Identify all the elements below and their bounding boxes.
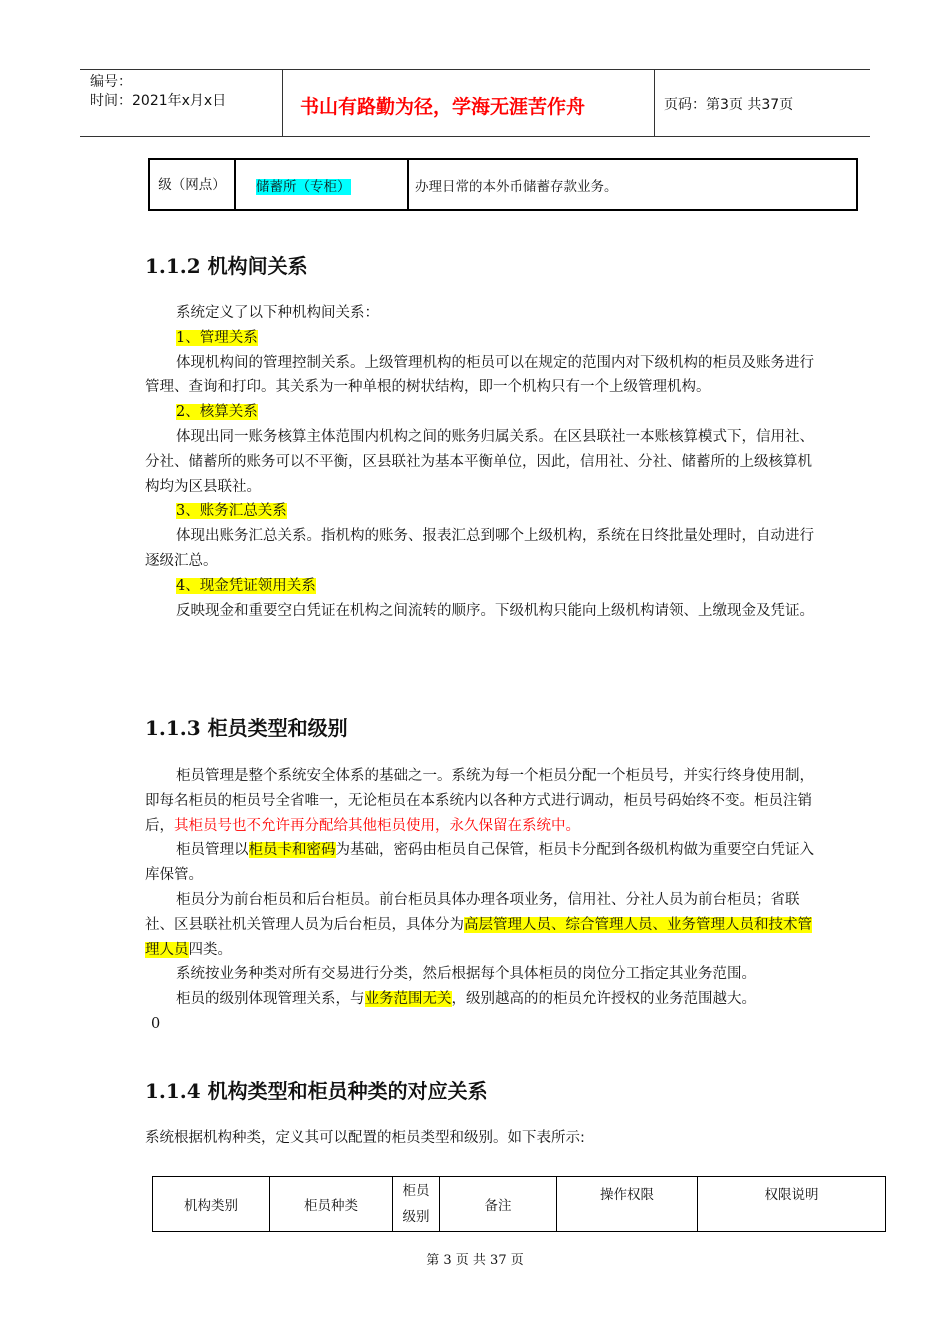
paragraph xyxy=(145,987,825,1012)
table-header-cell xyxy=(393,1177,440,1232)
paragraph: 体现机构间的管理控制关系。上级管理机构的柜员可以在规定的范围内对下级机构的柜员及账务进行管理、查询和打印。其关系为一种单根的树状结构，即一个机构只有一个上级管理机构。 xyxy=(145,354,814,396)
header-motto: 书山有路勤为径，学海无涯苦作舟 xyxy=(300,96,586,118)
highlighted-text: 高层管理人员、综合管理人员、业务管理人员和技术管理人员 xyxy=(145,916,812,958)
header-time-label: 时间：2021年x月x日 xyxy=(90,93,227,109)
section-heading: 1.1.2 机构间关系 xyxy=(145,254,308,278)
section-body xyxy=(145,301,825,623)
table-header-cell: 操作权限 xyxy=(557,1177,698,1232)
red-text: 其柜员号也不允许再分配给其他柜员使用，永久保留在系统中。 xyxy=(174,817,580,834)
section-body xyxy=(145,764,825,1037)
header-page-info: 页码：第3页 共37页 xyxy=(664,97,794,113)
table-cell xyxy=(235,159,408,210)
highlighted-text: 4、现金凭证领用关系 xyxy=(176,577,316,594)
table-header-cell: 备注 xyxy=(440,1177,557,1232)
list-item-title xyxy=(145,326,825,351)
paragraph: 体现出同一账务核算主体范围内机构之间的账务归属关系。在区县联社一本账核算模式下，信用社、分社、储蓄所的账务可以不平衡，区县联社为基本平衡单位，因此，信用社、分社、储蓄所的上级核算机构均为区县联社。 xyxy=(145,428,814,495)
text: 其可以配置的柜员类型和级别。如下表所示: xyxy=(304,1130,585,1146)
highlighted-text: 1、管理关系 xyxy=(176,329,258,346)
highlighted-text: 2、核算关系 xyxy=(176,404,258,421)
text: 四类。 xyxy=(188,941,232,958)
paragraph xyxy=(145,838,825,888)
table-row xyxy=(149,159,857,210)
table-header-cell: 柜员种类 xyxy=(270,1177,393,1232)
list-item-title xyxy=(145,499,825,524)
text: 体现出账务汇总关系。指机构的账务、报表汇总到哪个上级机构，系统在日终批量处理时，自动进行 xyxy=(176,528,814,545)
paragraph xyxy=(145,1126,825,1151)
org-teller-table xyxy=(152,1176,886,1232)
section-heading: 1.1.3 柜员类型和级别 xyxy=(145,716,348,740)
text: 为基础，密码由柜员自己保管，柜员卡分配到各级机构做为重要空白凭证入库保管。 xyxy=(145,842,814,884)
text: 柜员管理是整个系统安全体系的基础之一。系统为每一个柜员分配一个柜员号，并实行终身使用制，即每名柜员的柜员号全省唯一，无论柜员在本系统内以各种方式进行调动，柜员号码始终不变。柜员注销后， xyxy=(145,768,814,834)
text: 系统根据机构种类，定义 xyxy=(145,1130,305,1146)
highlighted-text: 3、账务汇总关系 xyxy=(176,503,287,520)
header-top-rule xyxy=(80,69,870,70)
highlighted-text: 业务范围无关 xyxy=(364,991,452,1008)
header-bottom-rule xyxy=(80,136,870,137)
table-cell: 级（网点） xyxy=(149,159,235,210)
section-heading: 1.1.4 机构类型和柜员种类的对应关系 xyxy=(145,1079,488,1103)
table-cell: 办理日常的本外币储蓄存款业务。 xyxy=(408,159,857,210)
header-divider xyxy=(282,70,283,136)
section-body xyxy=(145,1126,825,1151)
paragraph: 反映现金和重要空白凭证在机构之间流转的顺序。下级机构只能向上级机构请领、上缴现金及凭证。 xyxy=(176,602,814,619)
paragraph: 0 xyxy=(151,1015,161,1032)
text: 柜员管理以 xyxy=(176,842,249,859)
text: 柜员分为前台柜员和后台柜员。前台柜员具体办理各项业务，信用社、分社人员为前台柜员；省联社、区县联社机关管理人员为后台柜员，具体分为 xyxy=(145,891,800,933)
paragraph xyxy=(145,764,825,838)
header-divider xyxy=(654,70,655,136)
text: 柜员级别 xyxy=(402,1183,430,1225)
table-header-cell: 机构类别 xyxy=(153,1177,270,1232)
table-header-cell: 权限说明 xyxy=(698,1177,886,1232)
highlighted-text: 柜员卡和密码 xyxy=(248,842,336,859)
list-item-title xyxy=(145,574,825,599)
paragraph xyxy=(145,888,825,962)
paragraph xyxy=(145,524,825,574)
highlighted-text: 储蓄所（专柜） xyxy=(256,178,351,195)
text: 逐级汇总。 xyxy=(145,552,218,569)
paragraph: 系统按业务种类对所有交易进行分类，然后根据每个具体柜员的岗位分工指定其业务范围。 xyxy=(176,966,756,983)
org-level-table xyxy=(148,158,858,211)
text: ，级别越高的的柜员允许授权的业务范围越大。 xyxy=(451,991,756,1008)
header-number-label: 编号： xyxy=(90,74,132,90)
list-item-title xyxy=(145,400,825,425)
text: 柜员的级别体现管理关系，与 xyxy=(176,991,365,1008)
paragraph: 系统定义了以下种机构间关系： xyxy=(176,305,379,321)
page-footer: 第 3 页 共 37 页 xyxy=(426,1253,524,1268)
table-header-row xyxy=(153,1177,886,1232)
